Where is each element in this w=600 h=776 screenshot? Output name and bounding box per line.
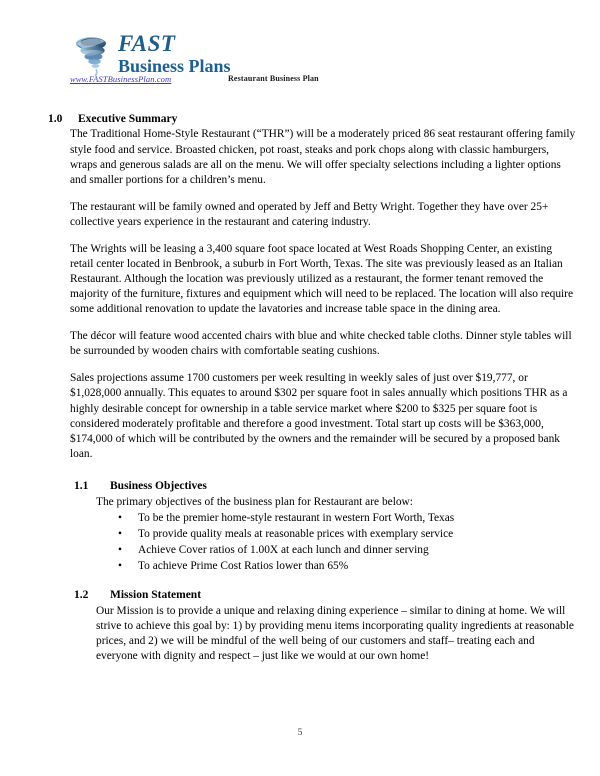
page-number: 5 xyxy=(297,728,303,738)
brand-name-fast: FAST xyxy=(118,31,176,56)
heading-number: 1.2 xyxy=(74,589,89,602)
tornado-swirl-icon xyxy=(68,32,114,78)
list-item-text: To provide quality meals at reasonable prices with exemplary service xyxy=(138,528,454,541)
objectives-intro: The primary objectives of the business plan for Restaurant are below: xyxy=(96,495,413,508)
brand-logo xyxy=(68,31,231,78)
brand-wordmark xyxy=(118,31,231,77)
list-item-text: To be the premier home-style restaurant in western Fort Worth, Texas xyxy=(138,511,455,524)
brand-name-business-plans: Business Plans xyxy=(118,56,231,77)
heading-number: 1.1 xyxy=(74,480,89,493)
document-body xyxy=(0,112,600,664)
website-url-link[interactable]: www.FASTBusinessPlan.com xyxy=(70,74,172,84)
list-item xyxy=(0,558,600,574)
section-mission-statement xyxy=(0,588,600,664)
heading-text: Mission Statement xyxy=(110,589,202,602)
page-header xyxy=(0,0,600,100)
paragraph: The décor will feature wood accented chairs with blue and white checked table cloths. Dinner style tables will be surrounded by wooden chairs with comfortable seating cushions. xyxy=(70,330,572,358)
section-business-objectives xyxy=(0,479,600,574)
heading-mission-statement xyxy=(0,588,600,603)
bullet-icon: • xyxy=(118,544,122,557)
header-document-title: Restaurant Business Plan xyxy=(228,74,319,83)
list-item xyxy=(0,526,600,542)
paragraph: The restaurant will be family owned and operated by Jeff and Betty Wright. Together they have over 25+ collective years experience in the restaurant and catering industry. xyxy=(70,200,549,228)
bullet-icon: • xyxy=(118,528,122,541)
heading-number: 1.0 xyxy=(48,113,63,125)
spacer xyxy=(0,574,600,588)
heading-text: Business Objectives xyxy=(110,480,207,493)
list-item-text: Achieve Cover ratios of 1.00X at each lunch and dinner serving xyxy=(138,544,429,557)
list-item-text: To achieve Prime Cost Ratios lower than 65% xyxy=(138,560,349,573)
heading-business-objectives xyxy=(0,479,600,494)
section-executive-summary xyxy=(0,112,600,462)
objectives-list xyxy=(0,510,600,574)
paragraph: The Wrights will be leasing a 3,400 square foot space located at West Roads Shopping Center, an existing retail center located in Benbrook, a suburb in Fort Worth, Texas. The site was previously leased as an Italian Restaurant. Although the location was previously utilized as a restaurant, the former tenant removed the majority of the furniture, fixtures and equipment which will need to be replaced. The location will also require some additional renovation to update the lavatories and increase table space in the dining area. xyxy=(70,242,574,316)
bullet-icon: • xyxy=(118,560,122,573)
heading-text: Executive Summary xyxy=(78,113,178,125)
heading-executive-summary xyxy=(0,112,600,127)
paragraph: Our Mission is to provide a unique and relaxing dining experience – similar to dining at home. We will strive to achieve this goal by: 1) by providing menu items incorporating quality ingredients at reasonable prices, and 2) we will be mindful of the well being of our customers and staff– treating each and everyone with dignity and respect – just like we would at our own home! xyxy=(96,604,574,663)
paragraph: The Traditional Home-Style Restaurant (“THR”) will be a moderately priced 86 seat restaurant offering family style food and service. Broasted chicken, pot roast, steaks and pork chops along with classic hamburgers, wraps and generous salads are all on the menu. We will offer specialty selections including a lighter options and smaller portions for a children’s menu. xyxy=(70,128,576,186)
bullet-icon: • xyxy=(118,511,122,524)
list-item xyxy=(0,510,600,526)
spacer xyxy=(0,462,600,479)
paragraph: Sales projections assume 1700 customers per week resulting in weekly sales of just over $19,777, or $1,028,000 annually. This equates to around $302 per square foot in sales annually which positions THR as a highly desirable concept for ownership in a table service market where $200 to $325 per square foot is considered moderately profitable and therefore a good investment. Total start up costs will be $363,000, $174,000 of which will be contributed by the owners and the remainder will be secured by a proposed bank loan. xyxy=(70,372,568,461)
list-item xyxy=(0,542,600,558)
